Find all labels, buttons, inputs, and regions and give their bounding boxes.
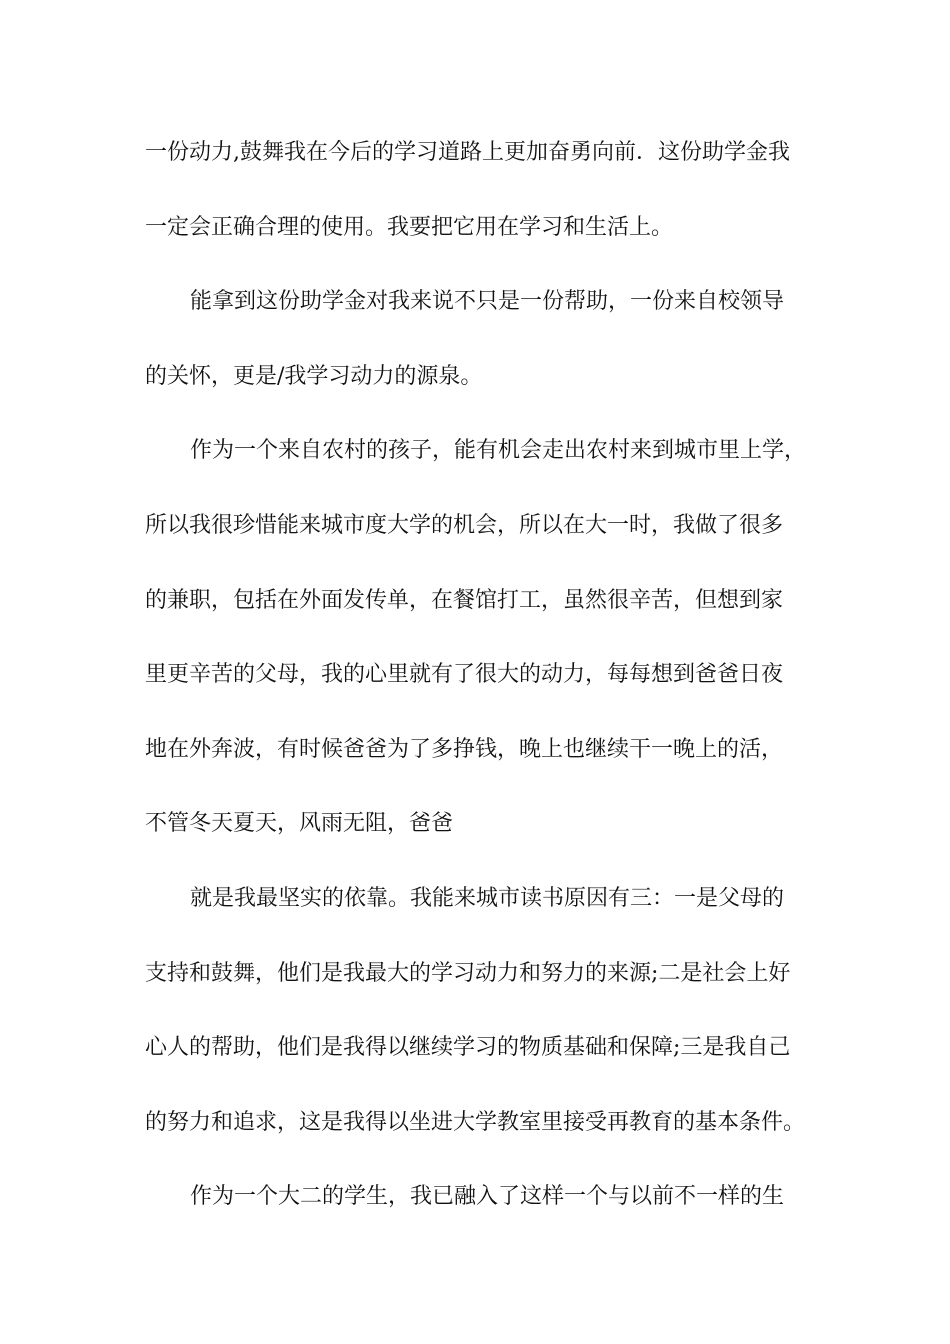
text-line: 一份动力,鼓舞我在今后的学习道路上更加奋勇向前．这份助学金我 (145, 140, 790, 165)
paragraph-start-line: 作为一个大二的学生，我已融入了这样一个与以前不一样的生 (190, 1184, 785, 1210)
text-line: 的兼职，包括在外面发传单，在餐馆打工，虽然很辛苦，但想到家 (145, 587, 784, 613)
text-line: 所以我很珍惜能来城市度大学的机会，所以在大一时，我做了很多 (145, 512, 784, 538)
text-line: 一定会正确合理的使用。我要把它用在学习和生活上。 (145, 214, 674, 240)
text-line: 地在外奔波，有时候爸爸为了多挣钱，晚上也继续干一晚上的活， (145, 736, 784, 762)
text-line: 里更辛苦的父母，我的心里就有了很大的动力，每每想到爸爸日夜 (145, 662, 784, 688)
paragraph-start-line: 就是我最坚实的依靠。我能来城市读书原因有三：一是父母的 (190, 885, 785, 911)
paragraph-start-line: 能拿到这份助学金对我来说不只是一份帮助，一份来自校领导 (190, 289, 785, 315)
text-line: 支持和鼓舞，他们是我最大的学习动力和努力的来源;二是社会上好 (145, 960, 791, 986)
text-line: 的努力和追求，这是我得以坐进大学教室里接受再教育的基本条件。 (145, 1109, 806, 1135)
paragraph-start-line: 作为一个来自农村的孩子，能有机会走出农村来到城市里上学， (190, 438, 807, 464)
text-line: 心人的帮助，他们是我得以继续学习的物质基础和保障;三是我自己 (145, 1035, 791, 1061)
text-line: 的关怀，更是/我学习动力的源泉。 (145, 363, 483, 389)
body-text (145, 128, 825, 1247)
text-line: 不管冬天夏天，风雨无阻，爸爸 (145, 811, 454, 837)
